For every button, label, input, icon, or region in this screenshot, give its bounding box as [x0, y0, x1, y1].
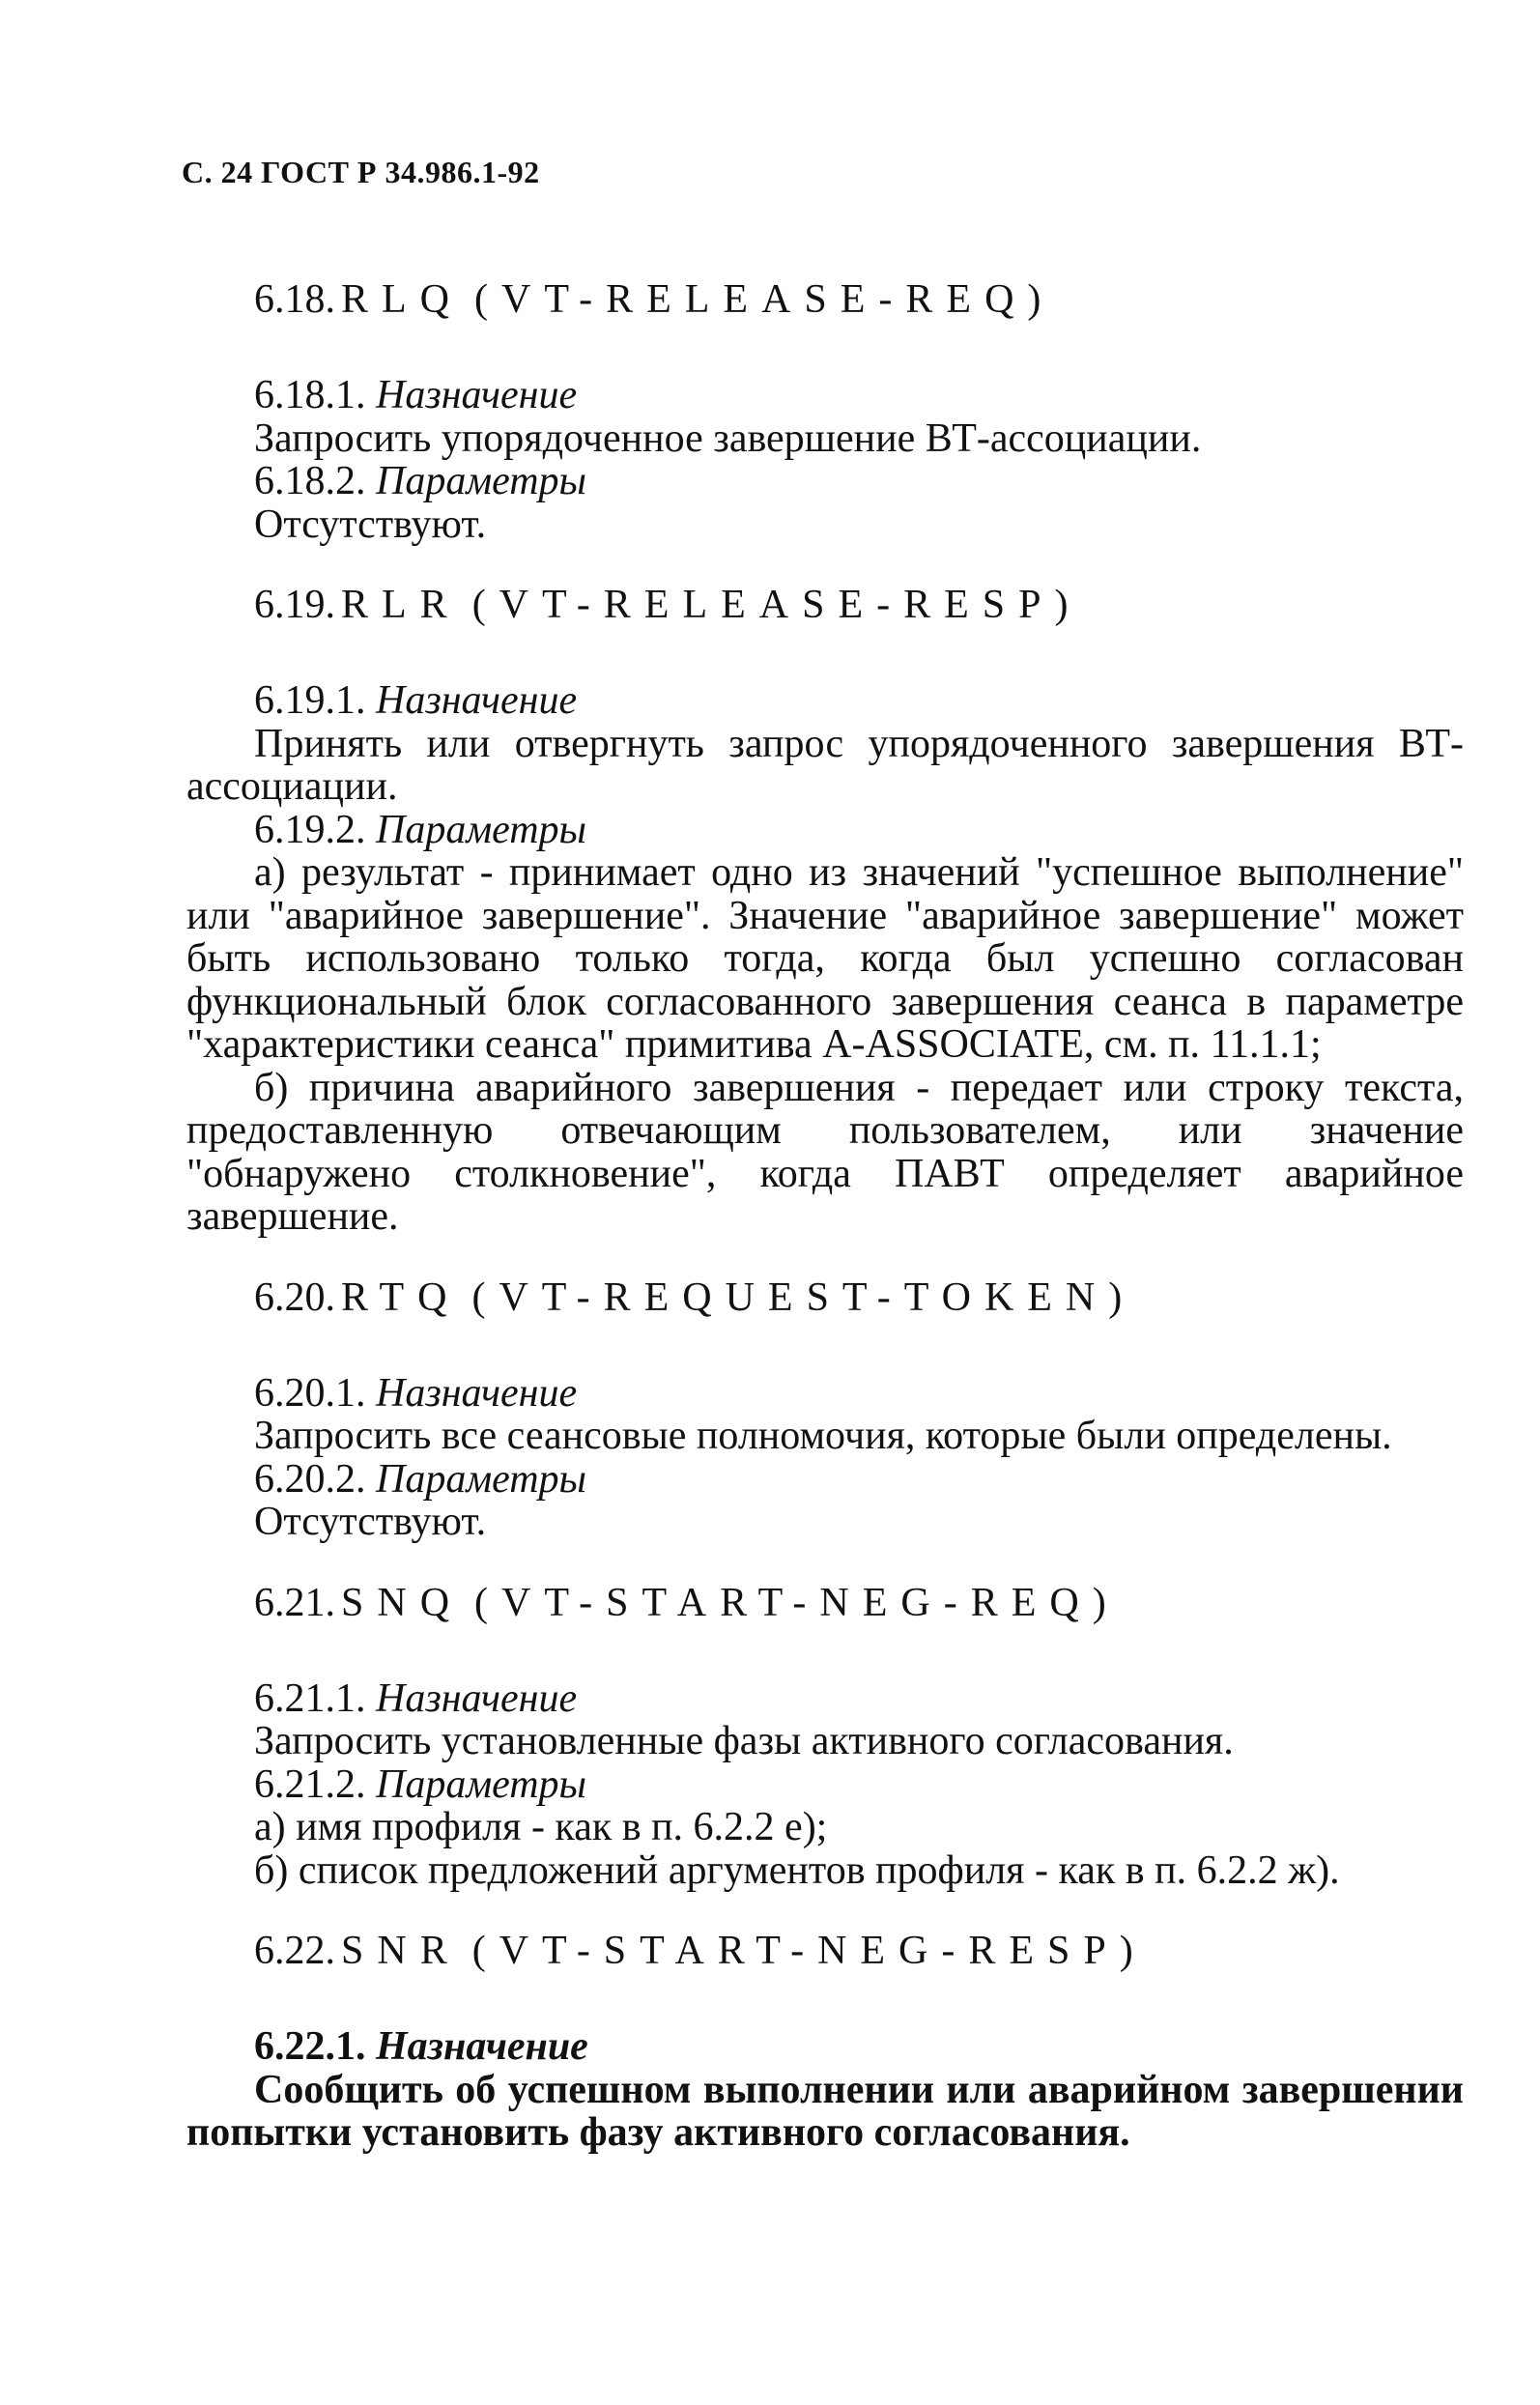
section-number: 6.19.	[254, 583, 335, 627]
subsection-heading	[186, 1458, 1464, 1502]
subsection-title: Параметры	[376, 459, 586, 503]
section-primitive-name: (VT-RELEASE-REQ)	[474, 277, 1055, 322]
subsection-heading	[186, 679, 1464, 723]
section-primitive-name: (VT-START-NEG-RESP)	[471, 1929, 1147, 1973]
subsection-heading	[186, 1372, 1464, 1416]
paragraph: Запросить установленные фазы активного согласования.	[254, 1719, 1234, 1763]
section-number: 6.22.	[254, 1929, 335, 1973]
section-code: RLR	[341, 583, 461, 627]
page-header: С. 24 ГОСТ Р 34.986.1-92	[182, 155, 540, 189]
subsection-title: Назначение	[376, 2024, 588, 2069]
subsection-title: Параметры	[376, 807, 586, 852]
section-primitive-name: (VT-START-NEG-REQ)	[474, 1580, 1120, 1625]
subsection-number: 6.20.2.	[254, 1456, 366, 1502]
section-code: RTQ	[341, 1274, 461, 1320]
section-6-22	[186, 1927, 1464, 2155]
subsection-title: Назначение	[376, 1370, 578, 1416]
list-item-a: а) результат - принимает одно из значений "успешное выполнение" или "аварийное завершение". Значение "аварийное завершение" может быть использовано только тогда, когда был успешно согласован функциональный блок согласованного завершения сеанса в параметре "характеристики сеанса" примитива A-ASSOCIATE, см. п. 11.1.1;	[186, 850, 1464, 1067]
subsection-title: Назначение	[376, 1675, 578, 1721]
subsection-title: Параметры	[376, 1456, 586, 1502]
subsection-heading	[186, 809, 1464, 852]
section-number: 6.21.	[254, 1580, 335, 1625]
subsection-number: 6.19.1.	[254, 678, 366, 723]
subsection-heading	[186, 1763, 1464, 1807]
section-primitive-name: (VT-RELEASE-RESP)	[471, 583, 1082, 627]
section-heading	[186, 1579, 1464, 1627]
subsection-number: 6.18.1.	[254, 373, 366, 417]
section-number: 6.18.	[254, 277, 335, 322]
subsection-number: 6.21.2.	[254, 1761, 366, 1807]
section-code: RLQ	[341, 277, 463, 322]
paragraph: Запросить упорядоченное завершение ВТ-ассоциации.	[254, 415, 1202, 461]
subsection-heading	[186, 2025, 1464, 2069]
subsection-number: 6.20.1.	[254, 1370, 366, 1416]
subsection-heading	[186, 460, 1464, 503]
list-item-b: б) список предложений аргументов профиля - как в п. 6.2.2 ж).	[254, 1847, 1340, 1893]
paragraph: Запросить все сеансовые полномочия, которые были определены.	[254, 1414, 1392, 1458]
subsection-number: 6.18.2.	[254, 459, 366, 503]
page-content	[186, 275, 1464, 2178]
subsection-number: 6.19.2.	[254, 807, 366, 852]
subsection-title: Назначение	[376, 678, 578, 723]
section-code: SNR	[341, 1929, 461, 1973]
subsection-heading	[186, 374, 1464, 417]
section-6-18	[186, 275, 1464, 546]
section-number: 6.20.	[254, 1274, 335, 1320]
section-heading	[186, 1927, 1464, 1975]
section-primitive-name: (VT-REQUEST-TOKEN)	[471, 1274, 1136, 1320]
list-item-a: а) имя профиля - как в п. 6.2.2 е);	[254, 1805, 828, 1849]
section-heading	[186, 581, 1464, 629]
section-code: SNQ	[341, 1580, 464, 1625]
subsection-number: 6.21.1.	[254, 1675, 366, 1721]
paragraph: Сообщить об успешном выполнении или аварийном завершении попытки установить фазу активного согласования.	[186, 2067, 1464, 2155]
paragraph: Отсутствуют.	[254, 1500, 487, 1544]
subsection-title: Параметры	[376, 1761, 586, 1807]
section-heading	[186, 1274, 1464, 1322]
section-6-19	[186, 581, 1464, 1239]
paragraph: Принять или отвергнуть запрос упорядоченного завершения ВТ-ассоциации.	[186, 721, 1464, 809]
section-heading	[186, 275, 1464, 324]
subsection-heading	[186, 1677, 1464, 1721]
section-6-20	[186, 1274, 1464, 1544]
section-6-21	[186, 1579, 1464, 1893]
subsection-number: 6.22.1.	[254, 2024, 366, 2069]
list-item-b: б) причина аварийного завершения - передает или строку текста, предоставленную отвечающим пользователем, или значение "обнаружено столкновение", когда ПАВТ определяет аварийное завершение.	[186, 1065, 1464, 1239]
paragraph: Отсутствуют.	[254, 501, 487, 547]
subsection-title: Назначение	[376, 373, 578, 417]
